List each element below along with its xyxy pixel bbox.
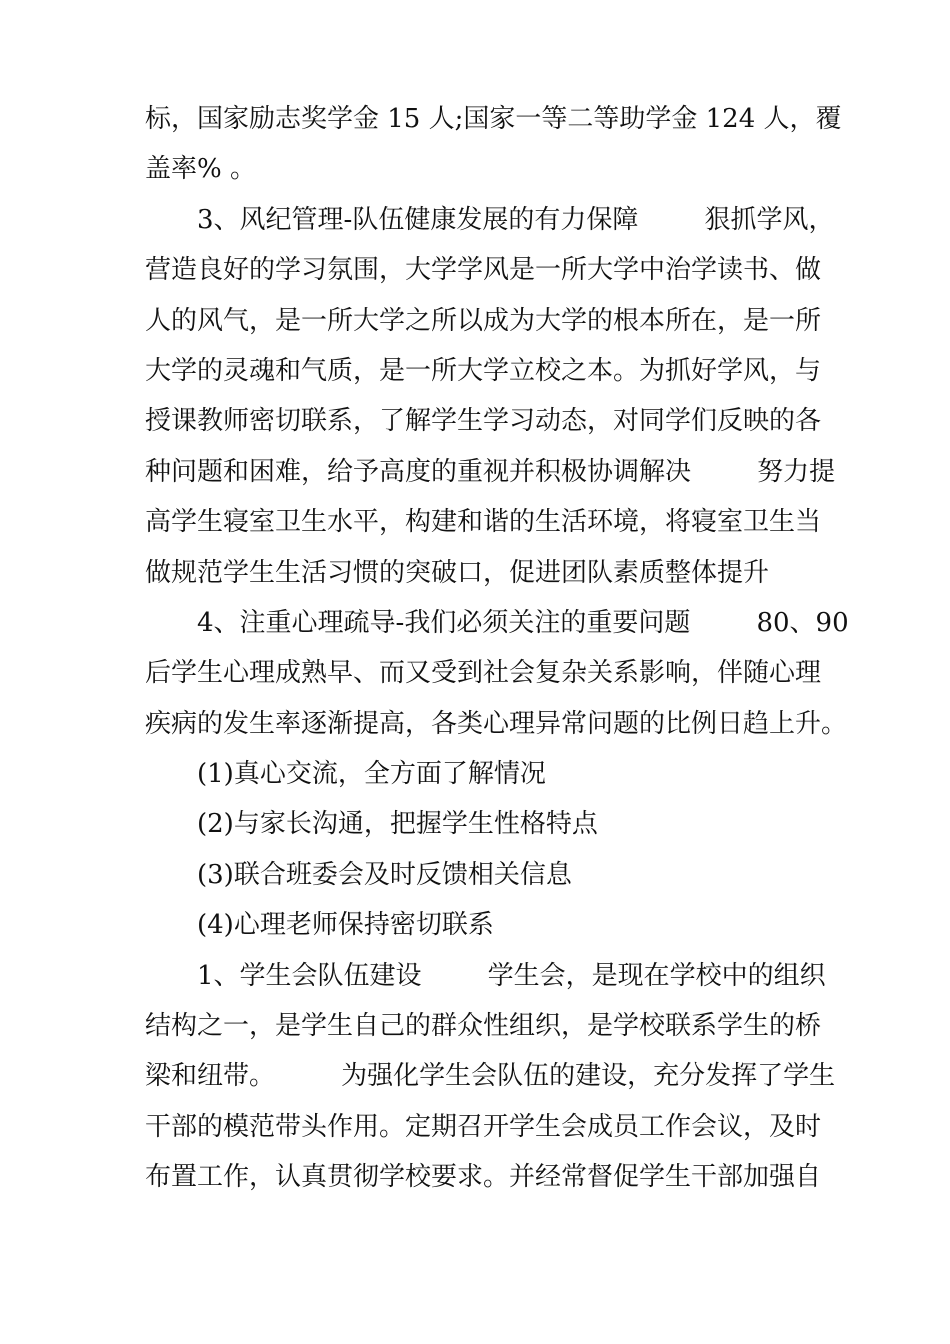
document-body [145, 94, 849, 1203]
text-line: 营造良好的学习氛围，大学学风是一所大学中治学读书、做 [145, 255, 822, 286]
section-heading-line: 3、风纪管理-队伍健康发展的有力保障 狠抓学风， [197, 204, 835, 235]
text-line: 结构之一，是学生自己的群众性组织，是学校联系学生的桥 [145, 1011, 822, 1042]
text-line: 梁和纽带。 为强化学生会队伍的建设，充分发挥了学生 [145, 1061, 836, 1092]
text-line: 后学生心理成熟早、而又受到社会复杂关系影响，伴随心理 [145, 658, 822, 689]
text-line: 布置工作，认真贯彻学校要求。并经常督促学生干部加强自 [145, 1162, 822, 1193]
text-line: 标，国家励志奖学金 15 人;国家一等二等助学金 124 人，覆 [145, 104, 842, 134]
text-line: 干部的模范带头作用。定期召开学生会成员工作会议，及时 [145, 1111, 822, 1142]
section-heading-line: 4、注重心理疏导-我们必须关注的重要问题 80、90 [197, 607, 849, 638]
list-item: (3)联合班委会及时反馈相关信息 [197, 859, 572, 890]
text-line: 种问题和困难，给予高度的重视并积极协调解决 努力提 [145, 456, 836, 487]
text-line: 大学的灵魂和气质，是一所大学立校之本。为抓好学风，与 [145, 355, 822, 386]
list-item: (2)与家长沟通，把握学生性格特点 [197, 809, 598, 840]
text-line: 高学生寝室卫生水平，构建和谐的生活环境，将寝室卫生当 [145, 507, 822, 538]
list-item: (1)真心交流，全方面了解情况 [197, 759, 546, 790]
text-line: 授课教师密切联系，了解学生学习动态，对同学们反映的各 [145, 406, 822, 437]
text-line: 盖率% 。 [145, 154, 256, 185]
text-line: 做规范学生生活习惯的突破口，促进团队素质整体提升 [145, 557, 770, 588]
text-line: 疾病的发生率逐渐提高，各类心理异常问题的比例日趋上升。 [145, 708, 848, 739]
text-line: 人的风气，是一所大学之所以成为大学的根本所在，是一所 [145, 305, 822, 336]
list-item: (4)心理老师保持密切联系 [197, 910, 494, 941]
section-heading-line: 1、学生会队伍建设 学生会，是现在学校中的组织 [197, 960, 826, 991]
